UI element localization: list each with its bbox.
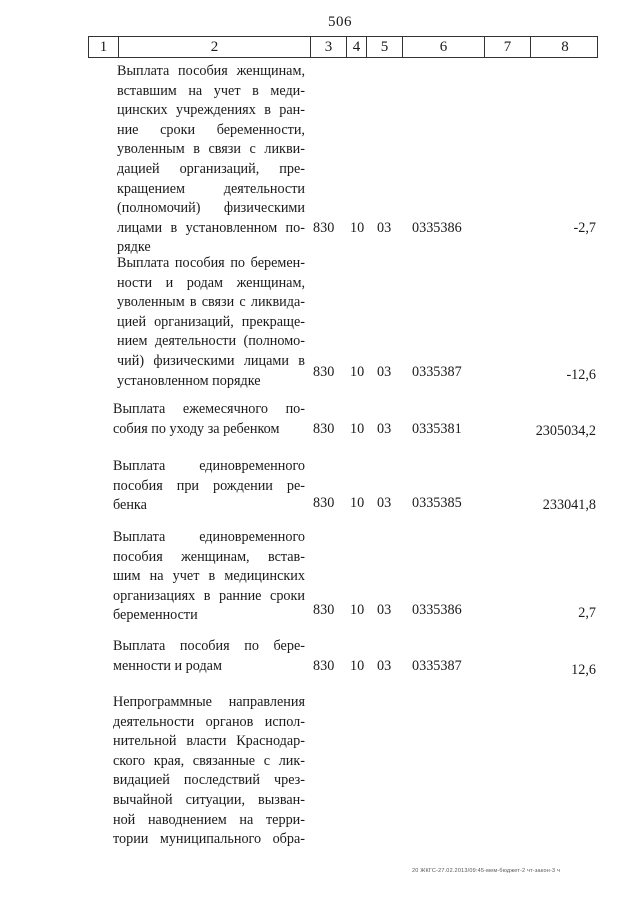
desc-word: обра-: [272, 831, 305, 848]
desc-line: [117, 180, 305, 200]
desc-word: дацией: [117, 160, 160, 177]
desc-word: медицинских: [224, 568, 305, 585]
desc-line: [117, 219, 305, 239]
desc-word: испол-: [264, 713, 305, 730]
table-row: [0, 254, 640, 389]
desc-word: с: [249, 141, 256, 158]
col-6-value: 0335381: [412, 421, 462, 437]
desc-word: органов: [205, 713, 254, 730]
desc-word: вычайной: [113, 791, 173, 808]
desc-word: последствий: [183, 772, 260, 789]
col-4-value: 10: [350, 364, 365, 380]
desc-word: вызван-: [258, 791, 305, 808]
desc-line: [113, 528, 305, 548]
desc-word: по-: [285, 219, 305, 236]
desc-line: [113, 587, 305, 607]
desc-word: женщинам,: [236, 63, 305, 79]
table-row: [0, 528, 640, 628]
col-8-value: -2,7: [573, 220, 596, 236]
desc-word: цинских: [117, 102, 168, 119]
table-header-row: [88, 36, 598, 58]
desc-word: в: [203, 587, 211, 604]
desc-word: шим: [113, 568, 141, 585]
desc-word: беремен-: [250, 255, 305, 271]
desc-line: [113, 791, 305, 811]
desc-word: ликви-: [264, 141, 305, 158]
desc-word: уволенным: [117, 294, 185, 311]
desc-word: муниципального: [159, 831, 262, 848]
col-6-value: 0335386: [412, 220, 462, 236]
row-description: [113, 457, 305, 516]
desc-word: кращением: [117, 180, 185, 197]
desc-word: лик-: [278, 752, 305, 769]
col-4-value: 10: [350, 495, 365, 511]
desc-word: цией: [117, 313, 147, 330]
table-row: [0, 62, 640, 256]
header-col-3: 3: [311, 37, 347, 57]
desc-line: [117, 352, 305, 372]
header-col-2: 2: [119, 37, 311, 57]
desc-line: [113, 830, 305, 850]
desc-word: организаций,: [179, 160, 260, 177]
col-5-value: 03: [377, 658, 392, 674]
desc-word: уволенным: [117, 141, 185, 158]
desc-word: нительной: [113, 733, 177, 750]
desc-word: Выплата: [117, 255, 170, 271]
col-6-value: 0335386: [412, 602, 462, 618]
desc-word: ского: [113, 752, 146, 769]
desc-word: сроки: [160, 121, 196, 138]
col-3-value: 830: [313, 421, 335, 437]
desc-word: беременности,: [216, 121, 305, 138]
desc-line: [117, 274, 305, 294]
desc-word: нием: [117, 333, 148, 350]
header-col-1: 1: [89, 37, 119, 57]
desc-word: с: [239, 294, 246, 311]
desc-word: учет: [172, 568, 200, 585]
desc-word: организациях: [113, 587, 196, 604]
desc-word: чрез-: [273, 772, 305, 789]
header-col-5: 5: [367, 37, 403, 57]
desc-word: прекраще-: [241, 313, 305, 330]
desc-word: женщинам,: [181, 548, 250, 565]
desc-word: Выплата: [113, 401, 166, 417]
desc-word: с: [263, 752, 271, 769]
desc-line: [113, 693, 305, 713]
desc-word: на: [188, 82, 203, 99]
row-description: [113, 637, 305, 676]
desc-word: власти: [186, 733, 227, 750]
desc-word: связи: [201, 294, 235, 311]
desc-line: [117, 121, 305, 141]
desc-word: в: [193, 141, 200, 158]
desc-word: физическими: [223, 200, 305, 217]
desc-word: в: [252, 82, 259, 99]
table-row: [0, 457, 640, 517]
desc-line: [113, 732, 305, 752]
table-row: [0, 693, 640, 853]
desc-word: по: [244, 638, 259, 654]
desc-word: бере-: [273, 638, 305, 654]
row-description: [117, 62, 305, 258]
desc-word: (полномочий): [117, 200, 201, 217]
desc-word: наводнением: [147, 811, 227, 828]
col-5-value: 03: [377, 220, 392, 236]
desc-word: учет: [213, 82, 241, 99]
desc-word: пособия: [113, 548, 163, 565]
desc-word: Выплата: [113, 529, 166, 545]
desc-word: в: [298, 352, 305, 369]
desc-line: [113, 548, 305, 568]
desc-line: [113, 713, 305, 733]
desc-word: на: [149, 568, 164, 585]
col-8-value: 2305034,2: [535, 423, 596, 439]
col-6-value: 0335385: [412, 495, 462, 511]
desc-word: Краснодар-: [236, 733, 305, 750]
desc-word: физическими: [153, 352, 235, 369]
desc-word: по-: [285, 401, 305, 417]
desc-word: в: [264, 102, 271, 119]
desc-word: учреждениях: [176, 102, 256, 119]
header-col-6: 6: [403, 37, 485, 57]
table-row: [0, 400, 640, 440]
desc-line: [117, 254, 305, 274]
desc-word: лицами: [243, 352, 289, 369]
desc-line: [113, 477, 305, 497]
desc-word: пособия: [178, 63, 228, 79]
col-4-value: 10: [350, 602, 365, 618]
col-8-value: 12,6: [571, 662, 596, 678]
table-row: [0, 637, 640, 677]
desc-line: [117, 313, 305, 333]
desc-word: установленном: [185, 219, 278, 236]
desc-word: при: [176, 477, 200, 494]
desc-word: сроки: [270, 587, 305, 604]
col-8-value: 233041,8: [542, 497, 596, 513]
desc-word: Выплата: [117, 63, 170, 79]
col-6-value: 0335387: [412, 658, 462, 674]
desc-word: видацией: [113, 772, 170, 789]
col-5-value: 03: [377, 602, 392, 618]
header-col-7: 7: [485, 37, 531, 57]
col-8-value: -12,6: [566, 367, 596, 383]
desc-word: Выплата: [113, 638, 166, 654]
desc-word: на: [239, 811, 254, 828]
desc-word: связанные: [192, 752, 256, 769]
desc-word: пре-: [279, 160, 305, 177]
desc-word: чий): [117, 352, 145, 369]
desc-word: деятельности: [223, 180, 305, 197]
desc-word: ние: [117, 121, 139, 138]
desc-word: ран-: [279, 102, 305, 119]
desc-word: деятельности: [154, 333, 237, 350]
desc-line: беременности: [113, 607, 198, 624]
desc-line: [113, 400, 305, 420]
desc-line: [117, 199, 305, 219]
desc-word: ситуации,: [185, 791, 245, 808]
row-description: [117, 254, 305, 391]
col-5-value: 03: [377, 495, 392, 511]
col-3-value: 830: [313, 495, 335, 511]
desc-line: установленном порядке: [117, 372, 261, 389]
desc-line: [113, 752, 305, 772]
desc-word: (полномо-: [243, 333, 305, 350]
desc-word: рождении: [212, 477, 273, 494]
desc-word: лицами: [117, 219, 163, 236]
desc-word: единовременного: [199, 458, 305, 474]
col-4-value: 10: [350, 421, 365, 437]
desc-word: края,: [153, 752, 185, 769]
col-4-value: 10: [350, 658, 365, 674]
desc-line: [113, 457, 305, 477]
desc-line: собия по уходу за ребенком: [113, 420, 280, 437]
col-5-value: 03: [377, 421, 392, 437]
desc-word: связи: [208, 141, 241, 158]
desc-word: ранние: [219, 587, 262, 604]
desc-word: родам: [186, 274, 224, 291]
desc-line: [117, 82, 305, 102]
desc-line: [117, 101, 305, 121]
desc-word: ре-: [286, 477, 305, 494]
desc-word: в: [170, 219, 178, 236]
col-3-value: 830: [313, 220, 335, 236]
desc-word: ной: [113, 811, 136, 828]
desc-line: [117, 332, 305, 352]
desc-line: [113, 811, 305, 831]
desc-word: Непрограммные: [113, 694, 212, 710]
desc-line: [117, 160, 305, 180]
desc-line: рядке: [117, 239, 151, 256]
desc-line: [113, 567, 305, 587]
desc-word: ликвида-: [250, 294, 305, 311]
desc-word: меди-: [270, 82, 305, 99]
desc-word: по: [230, 255, 246, 271]
desc-word: пособия: [113, 477, 163, 494]
row-description: [113, 693, 305, 850]
desc-word: женщинам,: [236, 274, 305, 291]
desc-word: в: [208, 568, 216, 585]
col-4-value: 10: [350, 220, 365, 236]
desc-word: организаций,: [154, 313, 234, 330]
desc-word: деятельности: [113, 713, 195, 730]
desc-word: ежемесячного: [182, 401, 268, 417]
desc-word: в: [189, 294, 197, 311]
desc-word: тории: [113, 831, 149, 848]
desc-line: [113, 637, 305, 657]
desc-line: менности и родам: [113, 657, 222, 674]
desc-line: бенка: [113, 497, 147, 514]
desc-word: вставшим: [117, 82, 177, 99]
header-col-8: 8: [561, 39, 569, 55]
desc-word: единовременного: [199, 529, 305, 545]
col-8-value: 2,7: [578, 605, 596, 621]
col-5-value: 03: [377, 364, 392, 380]
desc-word: встав-: [267, 548, 305, 565]
footer-stamp: 20 ЖКГС-27.02.2013/09:45-мем-бюджет-2 чт-закон-3 ч: [412, 868, 561, 874]
desc-word: направления: [228, 694, 305, 710]
desc-line: [117, 62, 305, 82]
page-number: 506: [328, 14, 352, 30]
col-3-value: 830: [313, 658, 335, 674]
desc-line: [117, 293, 305, 313]
desc-word: и: [165, 274, 174, 291]
row-description: [113, 528, 305, 626]
desc-word: терри-: [265, 811, 305, 828]
desc-word: Выплата: [113, 458, 166, 474]
header-col-4: 4: [347, 37, 367, 57]
desc-word: пособия: [179, 638, 230, 654]
col-3-value: 830: [313, 364, 335, 380]
desc-word: ности: [117, 274, 153, 291]
desc-line: [117, 140, 305, 160]
desc-word: пособия: [174, 255, 225, 271]
desc-line: [113, 771, 305, 791]
row-description: [113, 400, 305, 439]
col-3-value: 830: [313, 602, 335, 618]
col-6-value: 0335387: [412, 364, 462, 380]
